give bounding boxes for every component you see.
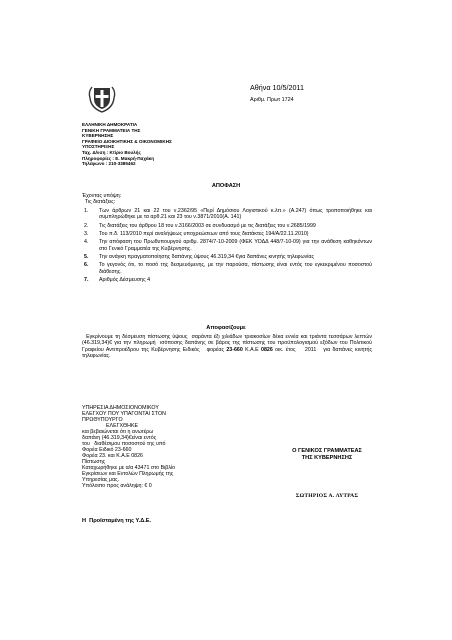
decision-text: Εγκρίνουμε τη δέσμευση πίστωσης ύψους σαράντα έξι χιλιάδων τριακοσίων δέκα εννέα και τριάντα τεσσάρων λεπτών (46.319,34)€ για την πληρωμή ισόποσης δαπάνης σε βάρος της πίστωσης του προϋπολογισμού εξόδων του Πολιτικού Γραφείου Αντιπροέδρου της Κυβέρνησης Ειδικός φορέας (82, 334, 375, 353)
considering-line: Έχοντας υπόψη: (82, 193, 122, 199)
list-item (82, 231, 372, 237)
item-number: 6. (84, 262, 89, 269)
considering-heading (82, 193, 121, 205)
signatory-title (262, 448, 392, 461)
signatory-name: ΣΩΤΗΡΙΟΣ Α. ΛΥΤΡΑΣ (295, 493, 359, 499)
cert-line: Υπόλοιπο προς ανάληψη: € 0 (82, 483, 152, 489)
decision-text: Κ.Α.Ε (242, 346, 262, 353)
cert-line: Πίστωσης (82, 459, 106, 465)
item-number: 4. (84, 239, 89, 246)
list-item (82, 223, 372, 229)
document-title: ΑΠΟΦΑΣΗ (211, 183, 241, 189)
protocol-number: Αριθμ. Πρωτ 1724 (250, 97, 294, 103)
list-item (82, 254, 372, 260)
cert-line: ΕΛΕΓΧΘΗΚΕ (106, 423, 139, 429)
cert-line: ΠΡΩΘΥΠΟΥΡΓΟ (82, 417, 123, 423)
issuer-line: Ταχ. Δ/νση : Κτίριο Βουλής (82, 149, 141, 155)
item-number: 5. (84, 253, 89, 260)
item-number: 7. (84, 276, 89, 283)
decision-heading: Αποφασίζουμε (206, 325, 246, 331)
signatory-title-line: ΤΗΣ ΚΥΒΕΡΝΗΣΗΣ (301, 454, 353, 461)
item-text: Την απόφαση του Πρωθυπουργού αριθμ. 2874/7-10-2009 (ΦΕΚ ΥΟΔΔ 448/7-10-09) για την ανάθεση καθηκόντων στο Γενικό Γραμματέα της Κυβέρνησης. (99, 239, 372, 252)
item-text: Την ανάγκη πραγματοποίησης δαπάνης ύψους 46.319,34 €για δαπάνες κινητής τηλεφωνίας (99, 253, 315, 260)
issuer-line: ΕΛΛΗΝΙΚΗ ΔΗΜΟΚΡΑΤΙΑ (82, 122, 138, 127)
cert-line: Εγκρίσεων και Εντολών Πληρωμής της (82, 471, 174, 477)
list-item (82, 208, 372, 220)
cert-line: Υπηρεσίας μας. (82, 477, 120, 483)
decision-text: οικ. έτος 2011 για δαπάνες κινητής τηλεφωνίας. (82, 346, 374, 360)
cert-line: του διαθέσιμου ποσοστού της υπό (82, 441, 166, 447)
cert-line: Καταχωρήθηκε με α/α 43471 στο Βιβλίο (82, 465, 176, 471)
item-text: Των άρθρων 21 και 22 του ν.2362/95 «Περί Δημόσιου Λογιστικού κ.λπ.» (Α.247) όπως τροποποιήθηκε και συμπληρώθηκε με τα αρθ.21 και 23 του ν.3871/2010(Α. 141) (99, 208, 372, 221)
list-item (82, 262, 372, 274)
issuer-line: ΥΠΟΣΤΗΡΙΞΗΣ (82, 144, 115, 150)
list-item (82, 277, 372, 283)
issuer-line: ΓΡΑΦΕΙΟ ΔΙΟΙΚΗΤΙΚΗΣ & ΟΙΚΟΝΟΜΙΚΗΣ (82, 138, 172, 144)
item-text: Του π.δ. 113/2010 περί αναλήψεως υποχρεώσεων από τους διατάκτες 194/Α/22.11.2010) (99, 230, 309, 237)
kae-code: 0826 (261, 346, 273, 353)
item-text: Το γεγονός ότι, το ποσό της δεσμευόμενης, με την παρούσα, πίστωσης είναι εντός του εγκεκριμένου ποσοστού διάθεσης. (99, 262, 372, 275)
issuer-line: ΚΥΒΕΡΝΗΣΗΣ (82, 133, 114, 139)
document-date: Αθήνα 10/5/2011 (250, 83, 304, 92)
cert-line: ΥΠΗΡΕΣΙΑ ΔΗΜΟΣΙΟΝΟΜΙΚΟΥ (82, 405, 159, 411)
item-number: 2. (84, 222, 89, 229)
issuer-line: Πληροφορίες : Ε. Μακρή-Παχάκη (82, 155, 155, 161)
greek-coat-of-arms-icon (86, 82, 118, 114)
special-body-code: 23-660 (226, 346, 243, 353)
cert-line: και βεβαιώνεται ότι η ανωτέρω (82, 429, 154, 435)
certification-block (82, 405, 175, 489)
ude-head-label: Η Προϊσταμένη της Υ.Δ.Ε. (82, 518, 152, 524)
list-item (82, 239, 372, 251)
cert-line: Φορέα 23. και Κ.Α.Ε 0826 (82, 453, 144, 459)
item-number: 1. (84, 208, 89, 214)
signatory-title-line: Ο ΓΕΝΙΚΟΣ ΓΡΑΜΜΑΤΕΑΣ (292, 448, 362, 454)
cert-line: ΕΛΕΓΧΟΥ ΠΟΥ ΥΠΑΓΟΝΤΑΙ ΣΤΟΝ (82, 411, 166, 417)
issuer-block (82, 122, 172, 167)
provisions-list (82, 208, 372, 285)
considering-line: Τις διατάξεις: (82, 199, 116, 206)
cert-line: Φορέα Ειδικό 23-660 (82, 447, 132, 453)
cert-line: δαπάνη (46.319,34)€είναι εντός (82, 435, 157, 441)
item-text: Τις διατάξεις του άρθρου 18 του ν.3166/2003 σε συνδυασμό με τις διατάξεις του ν.2685/1999 (99, 222, 316, 229)
item-text: Αριθμός Δέσμευσης 4 (99, 276, 151, 283)
issuer-line: ΓΕΝΙΚΗ ΓΡΑΜΜΑΤΕΙΑ ΤΗΣ (82, 127, 141, 133)
item-number: 3. (84, 230, 89, 237)
issuer-line: Τηλέφωνο : 210-3385462 (82, 161, 136, 167)
decision-paragraph (82, 334, 375, 360)
